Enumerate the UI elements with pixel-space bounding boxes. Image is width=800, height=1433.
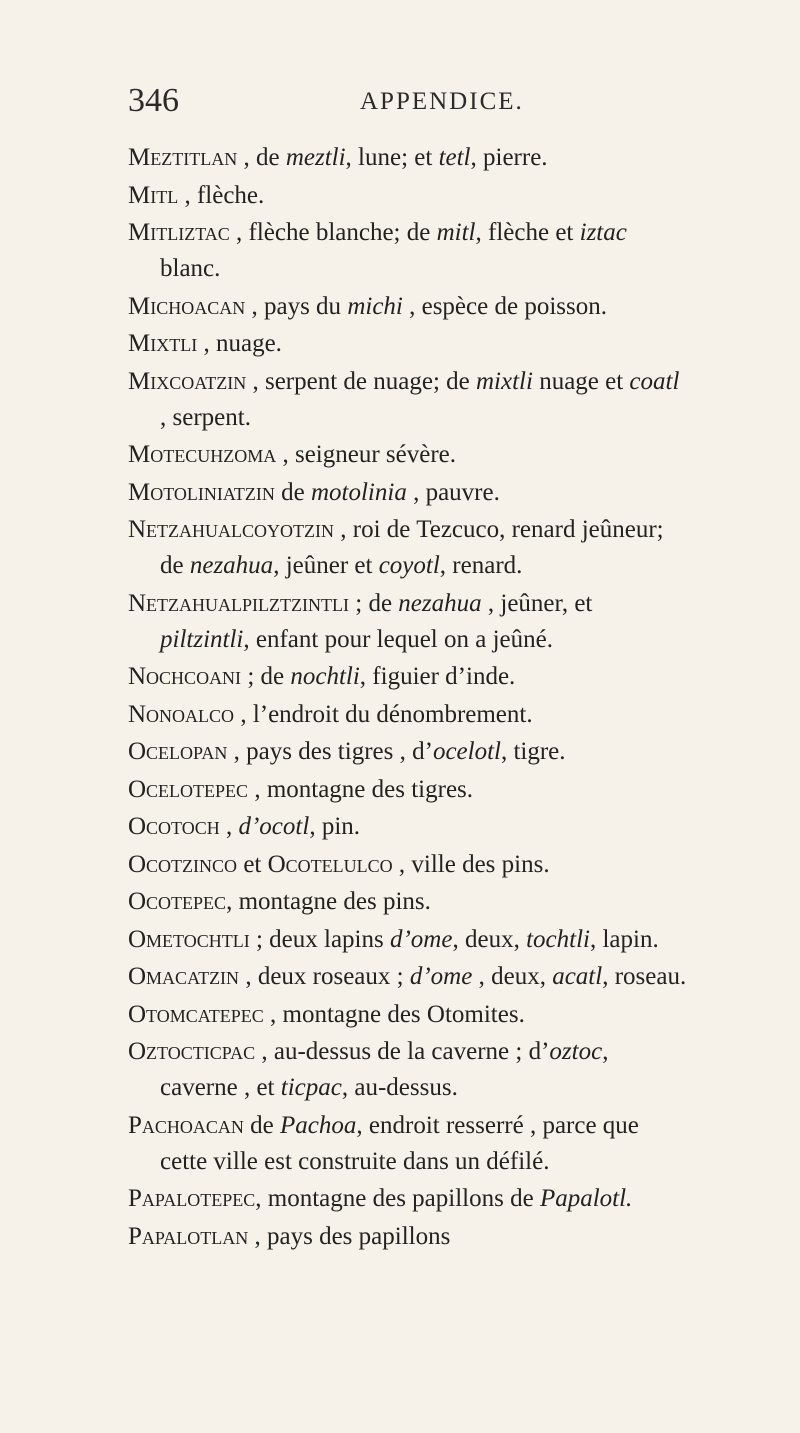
etymon-word: mixtli [476,367,533,395]
headword: Pachoacan [128,1111,244,1139]
definition-text: , deux, [472,963,553,990]
headword: Papalotlan [128,1222,249,1250]
definition-text: , au-dessus. [341,1074,458,1101]
glossary-entry [128,586,688,658]
definition-text: , l’endroit du dénombrement. [234,700,533,728]
headword: Ometochtli [128,925,250,953]
definition-text: , enfant pour lequel on a jeûné. [243,625,553,653]
definition-text: , de [237,144,286,171]
glossary-entry [128,437,688,473]
headword: Mixcoatzin [128,367,247,395]
etymon-word: Pachoa [280,1111,357,1139]
glossary-entry [128,178,688,214]
headword: Netzahualpilztzintli [128,589,349,617]
etymon-word: motolinia [310,478,407,506]
definition-text: , pin. [309,813,361,840]
definition-text: , flèche blanche; de [229,219,437,246]
glossary-entry [128,1034,688,1106]
glossary-entry [128,959,688,995]
glossary-entry [128,997,688,1033]
headword: Netzahualcoyotzin [128,516,335,543]
glossary-entry [128,326,688,362]
etymon-word: nezahua [398,589,482,617]
definition-text: ; deux lapins [249,925,390,953]
glossary-entry [128,697,688,733]
etymon-word: meztli [285,144,346,171]
etymon-word: ocelotl [432,738,501,765]
definition-text: , pauvre. [406,478,500,506]
definition-text: , ville des pins. [392,850,550,878]
etymon-word: nochtli [290,663,360,690]
definition-text: , serpent de nuage; de [246,367,476,395]
etymon-word: nezahua [189,552,274,579]
etymon-word: oztoc [549,1038,603,1065]
headword: Ocotepec [128,888,227,915]
definition-text: , jeûner et [273,552,379,579]
headword: Nochcoani [128,663,242,690]
definition-text: , seigneur sévère. [276,441,457,468]
headword: Motoliniatzin [128,478,275,506]
glossary-entry [128,140,688,176]
headword: Ocotelulco [267,850,393,878]
definition-text: , pierre. [470,144,548,171]
definition-text: , roi de Tezcuco, renard jeûneur; de [160,516,664,579]
definition-text: , endroit resserré , parce que cette ville est construite dans un défilé. [160,1111,639,1175]
definition-text: de [243,1111,281,1139]
headword: Ocotoch [128,813,220,840]
definition-text: ; de [349,589,399,617]
running-head: APPENDICE. [360,88,524,115]
definition-text: de [274,478,311,506]
glossary-entry [128,1181,688,1217]
glossary-entry [128,734,688,770]
glossary-entry [128,364,688,436]
definition-text: , serpent. [160,403,251,431]
etymon-word: Papalotl. [539,1185,633,1212]
definition-text: ; de [241,663,291,690]
etymon-word: acatl [552,963,603,990]
definition-text: , figuier d’inde. [359,663,516,690]
glossary-entry [128,475,688,511]
etymon-word: michi [347,292,403,320]
etymon-word: iztac [579,219,627,246]
definition-text: blanc. [160,255,221,282]
glossary-entry [128,884,688,920]
definition-text: , montagne des papillons de [255,1185,540,1212]
etymon-word: d’ome [409,963,473,990]
page-number: 346 [128,82,179,119]
headword: Nonoalco [128,700,235,728]
etymon-word: coatl [629,367,680,395]
definition-text: , roseau. [602,963,687,990]
headword: Ocelopan [128,738,228,765]
glossary-entry [128,922,688,958]
headword: Ocotzinco [128,850,238,878]
definition-text: , lapin. [589,925,659,953]
glossary-entry [128,659,688,695]
headword: Michoacan [128,292,246,320]
etymon-word: d’ocotl [238,813,310,840]
definition-text: , renard. [439,552,523,579]
headword: Mitliztac [128,219,230,246]
definition-text: , flèche et [475,219,580,246]
definition-text: , montagne des tigres. [248,775,474,803]
definition-text: , flèche. [178,181,265,209]
glossary-entry [128,215,688,287]
definition-text: , pays du [245,292,348,320]
headword: Oztocticpac [128,1038,256,1065]
glossary-entry [128,809,688,845]
definition-text: et [237,850,268,878]
etymon-word: mitl [436,219,476,246]
definition-text: , deux roseaux ; [239,963,410,990]
headword: Otomcatepec [128,1000,264,1028]
etymon-word: piltzintli [160,625,244,653]
headword: Mixtli [128,330,198,357]
headword: Meztitlan [128,144,238,171]
etymon-word: d’ome [389,925,453,953]
definition-text: , lune; et [345,144,439,171]
glossary-entry [128,1219,688,1255]
definition-text: , pays des tigres , d’ [227,738,433,765]
glossary-entry [128,772,688,808]
definition-text: , deux, [452,925,527,953]
definition-text: , nuage. [197,330,282,357]
definition-text: , espèce de poisson. [402,292,607,320]
glossary-entry [128,512,688,584]
definition-text: , caverne , et [160,1038,609,1101]
page-header [128,82,728,122]
etymon-word: coyotl [378,552,440,579]
headword: Papalotepec [128,1185,256,1212]
headword: Omacatzin [128,963,240,990]
etymon-word: tochtli [526,925,590,953]
etymon-word: tetl [438,144,471,171]
glossary-entries [128,140,688,1256]
definition-text: , [219,813,239,840]
etymon-word: ticpac [280,1074,342,1101]
definition-text: , montagne des pins. [226,888,431,915]
glossary-entry [128,1108,688,1180]
headword: Ocelotepec [128,775,249,803]
headword: Motecuhzoma [128,441,277,468]
definition-text: , jeûner, et [481,589,593,617]
glossary-entry [128,289,688,325]
headword: Mitl [128,181,179,209]
definition-text: , pays des papillons [248,1222,451,1250]
definition-text: , montagne des Otomites. [263,1000,525,1028]
definition-text: , au-dessus de la caverne ; d’ [255,1038,550,1065]
definition-text: , tigre. [500,738,566,765]
definition-text: nuage et [532,367,630,395]
glossary-entry [128,847,688,883]
